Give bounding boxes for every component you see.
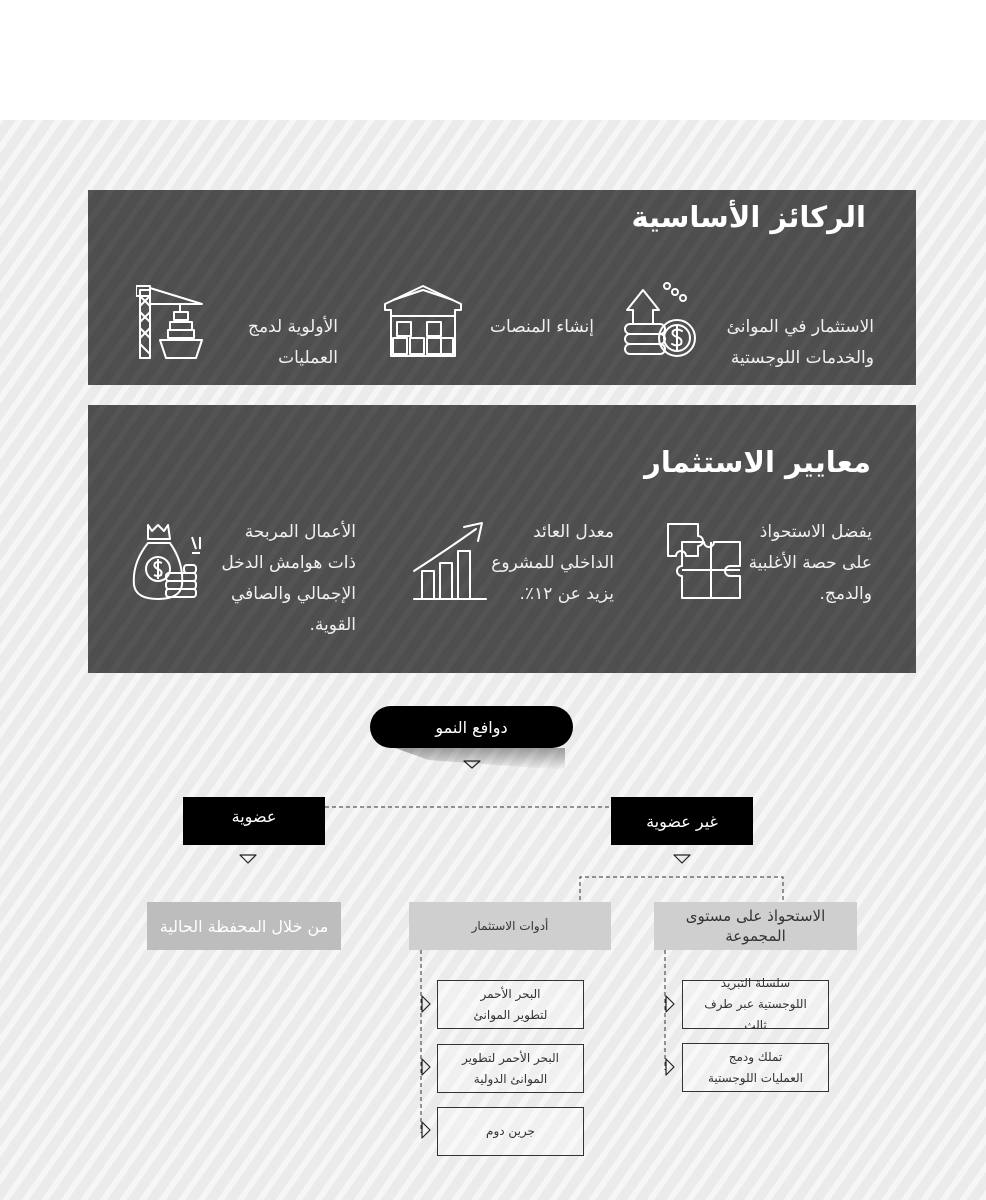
organic-node: عضوية [183, 797, 325, 845]
pillars-title: الركائز الأساسية [631, 200, 866, 234]
investment-tools-node: أدوات الاستثمار [409, 902, 611, 950]
growth-chart-icon [412, 521, 488, 601]
criteria-title: معايير الاستثمار [644, 445, 871, 479]
investment-tool-item: البحر الأحمر لتطوير الموانئ [437, 980, 584, 1029]
criteria-item-text: يفضل الاستحواذ على حصة الأغلبية والدمج. [748, 522, 872, 604]
coins-growth-icon [621, 282, 703, 362]
current-portfolio-node: من خلال المحفظة الحالية [147, 902, 341, 950]
pillar-item-text: الأولوية لدمج العمليات [247, 317, 338, 368]
acquisition-item: تملك ودمج العمليات اللوجستية [682, 1043, 829, 1092]
pillars-panel [88, 190, 916, 385]
acquisition-item: سلسلة التبريد اللوجستية عبر طرف ثالث [682, 980, 829, 1029]
port-crane-ship-icon [136, 282, 206, 360]
criteria-item-text: الأعمال المربحة ذات هوامش الدخل الإجمالي والصافي القوية. [221, 522, 356, 635]
pillar-item-text: إنشاء المنصات [490, 317, 594, 337]
group-acquisition-node: الاستحواذ على مستوى المجموعة [654, 902, 857, 950]
money-bag-icon [132, 523, 204, 601]
puzzle-icon [666, 522, 744, 600]
investment-tool-item: البحر الأحمر لتطوير الموانئ الدولية [437, 1044, 584, 1093]
growth-drivers-node: دوافع النمو [370, 706, 573, 748]
inorganic-node: غير عضوية [611, 797, 753, 845]
criteria-panel [88, 405, 916, 673]
warehouse-icon [383, 282, 463, 358]
investment-tool-item: جرين دوم [437, 1107, 584, 1156]
criteria-item-text: معدل العائد الداخلي للمشروع يزيد عن ١٢٪. [491, 522, 614, 604]
pillar-item-text: الاستثمار في الموانئ والخدمات اللوجستية [726, 317, 874, 368]
